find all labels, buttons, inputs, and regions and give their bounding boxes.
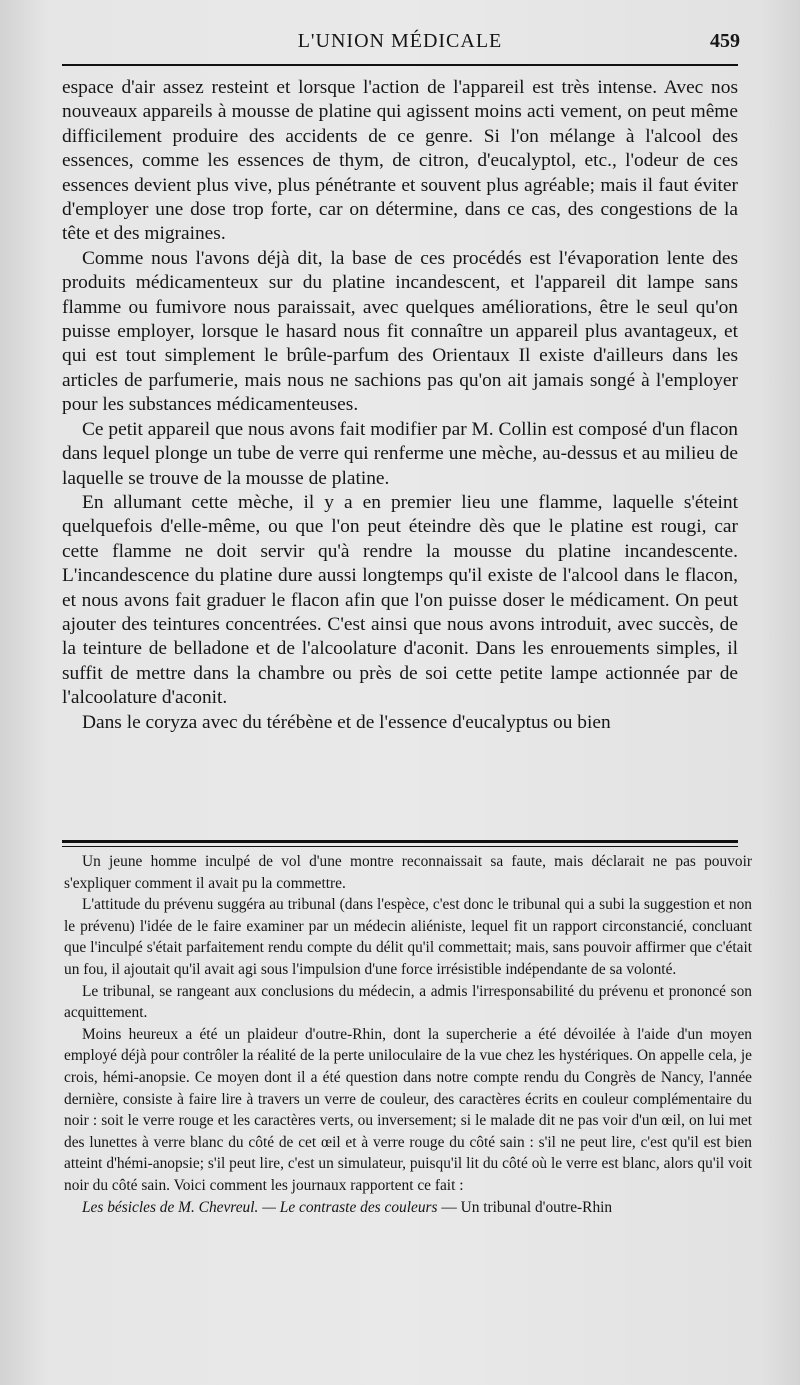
paragraph: Dans le coryza avec du térébène et de l'essence d'eucalyptus ou bien: [82, 711, 611, 733]
paragraph: Comme nous l'avons déjà dit, la base de ces procédés est l'évaporation lente des produits médicamenteux sur du platine incandescent, et l'appareil dit lampe sans flamme ou fumivore nous paraissait, avec quelques améliorations, être le seul qu'on puisse employer, lorsque le hasard nous fit connaître un appareil plus avantageux, et qui est tout simplement le brûle-parfum des Orientaux Il existe d'ailleurs dans les articles de parfumerie, mais nous ne sachions pas qu'on ait jamais songé à l'employer pour les substances médicamenteuses.: [62, 247, 738, 416]
divider-thick-rule: [62, 840, 738, 843]
divider-thin-rule: [62, 846, 738, 847]
header-rule: [62, 64, 738, 66]
main-text: [62, 76, 738, 735]
italic-heading: Les bésicles de M. Chevreul. — Le contraste des couleurs: [82, 1198, 438, 1216]
paragraph: Ce petit appareil que nous avons fait modifier par M. Collin est composé d'un flacon dans lequel plonge un tube de verre qui renferme une mèche, au-dessus et au milieu de laquelle se trouve de la mousse de platine.: [62, 418, 738, 489]
note-paragraph: Un jeune homme inculpé de vol d'une montre reconnaissait sa faute, mais déclarait ne pas pouvoir s'expliquer comment il avait pu la commettre.: [64, 853, 752, 892]
heading-continuation: Un tribunal d'outre-Rhin: [460, 1198, 613, 1216]
note-paragraph: Le tribunal, se rangeant aux conclusions du médecin, a admis l'irresponsabilité du prévenu et prononcé son acquittement.: [64, 982, 752, 1022]
paragraph: espace d'air assez resteint et lorsque l'action de l'appareil est très intense. Avec nos nouveaux appareils à mousse de platine qui agissent moins acti vement, on peut même difficilement produire des accidents de ce genre. Si l'on mélange à l'alcool des essences, comme les essences de thym, de citron, d'eucalyptol, etc., l'odeur de ces essences devient plus vive, plus pénétrante et souvent plus agréable; mais il faut éviter d'employer une dose trop forte, car on détermine, dans ce cas, des congestions de la tête et des migraines.: [62, 77, 738, 245]
note-heading-line: [64, 1197, 752, 1219]
note-paragraph: Moins heureux a été un plaideur d'outre-Rhin, dont la supercherie a été dévoilée à l'aide d'un moyen employé déjà pour contrôler la réalité de la perte uniloculaire de la vue chez les hystériques. On appelle cela, je crois, hémi-anopsie. Ce moyen dont il a été question dans notre compte rendu du Congrès de Nancy, l'année dernière, consiste à faire lire à travers un verre de couleur, des caractères écrits en couleur complémentaire du noir : soit le verre rouge et les caractères verts, ou inversement; si le malade dit ne pas voir d'un œil, on lui met des lunettes à verre blanc du côté de cet œil et à verre rouge du côté sain : s'il ne peut lire, c'est qu'il est bien atteint d'hémi-anopsie; s'il peut lire, c'est un simulateur, puisqu'il lit du côté où le verre est blanc, alors qu'il voit noir du côté sain. Voici comment les journaux rapportent ce fait :: [64, 1025, 752, 1194]
journal-title: L'UNION MÉDICALE: [297, 30, 503, 52]
feuilleton-text: [64, 851, 752, 1218]
paragraph: En allumant cette mèche, il y a en premier lieu une flamme, laquelle s'éteint quelquefois d'elle-même, ou que l'on peut éteindre dès que le platine est rougi, car cette flamme ne doit servir qu'à rendre la mousse du platine incandescente. L'incandescence du platine dure aussi longtemps qu'il existe de l'alcool dans le flacon, et nous avons fait graduer le flacon afin que l'on puisse doser le médicament. On peut ajouter des teintures concentrées. C'est ainsi que nous avons introduit, avec succès, de la teinture de belladone et de l'alcoolature d'aconit. Dans les enrouements simples, il suffit de mettre dans la chambre ou près de soi cette petite lampe actionnée par de l'alcoolature d'aconit.: [62, 491, 738, 709]
note-paragraph: L'attitude du prévenu suggéra au tribunal (dans l'espèce, c'est donc le tribunal qui a subi la suggestion et non le prévenu) l'idée de le faire examiner par un médecin aliéniste, lequel fit un rapport circonstancié, concluant que l'inculpé s'était parfaitement rendu compte du délit qu'il commettait; mais, sans pouvoir affirmer que c'était un fou, il ajoutait qu'il avait agi sous l'impulsion d'une force irrésistible indépendante de sa volonté.: [64, 896, 752, 978]
section-divider: [62, 840, 738, 847]
heading-dash: —: [437, 1198, 461, 1216]
running-header: [60, 26, 740, 60]
page-number: 459: [710, 30, 740, 52]
